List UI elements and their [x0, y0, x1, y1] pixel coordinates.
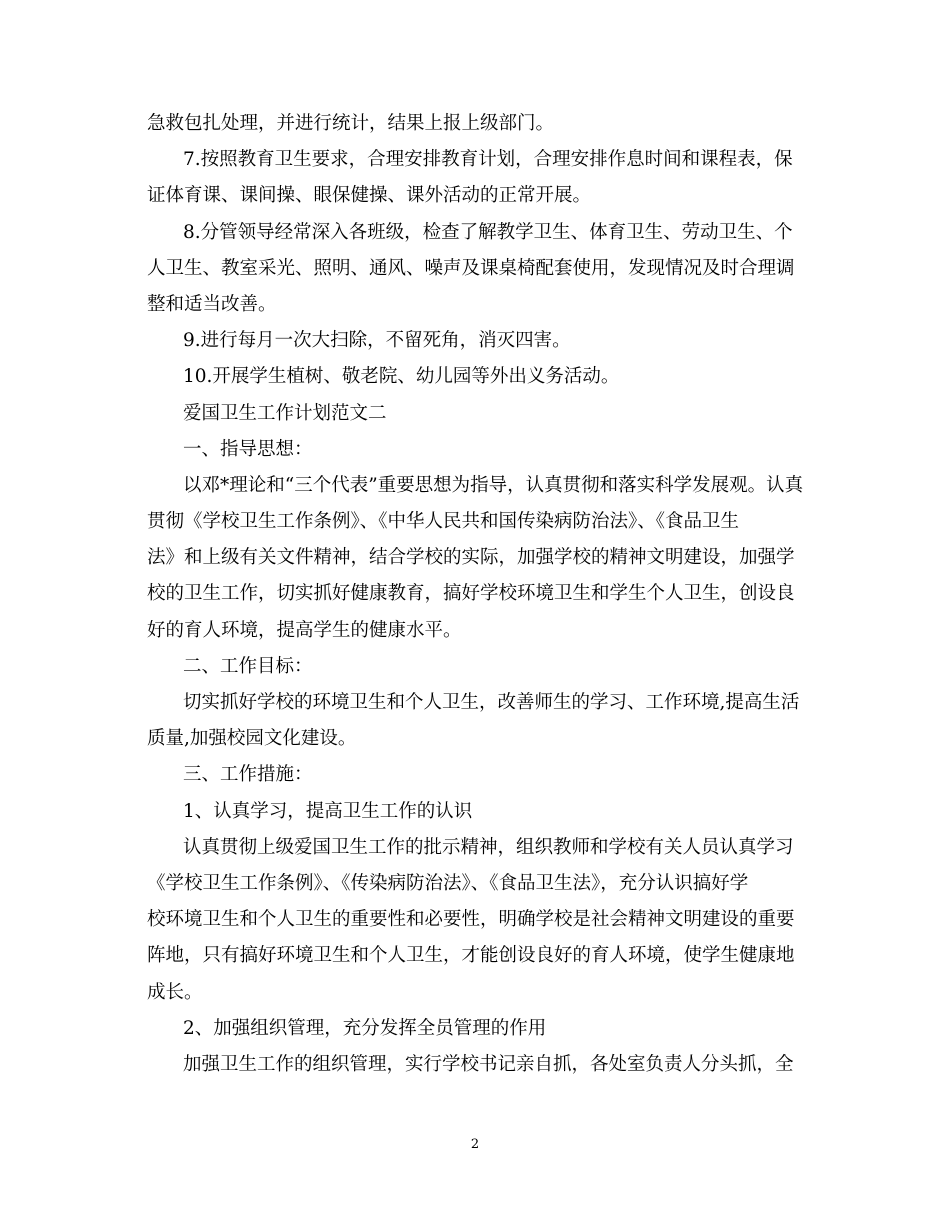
text-line: 整和适当改善。 — [147, 293, 277, 315]
text-line: 9.进行每月一次大扫除，不留死角，消灭四害。 — [183, 330, 571, 352]
section-heading: 二、工作目标： — [183, 655, 313, 677]
text-line: 加强卫生工作的组织管理，实行学校书记亲自抓，各处室负责人分头抓，全 — [183, 1053, 794, 1075]
section-title: 爱国卫生工作计划范文二 — [183, 402, 387, 424]
text-line: 法》和上级有关文件精神，结合学校的实际，加强学校的精神文明建设，加强学 — [147, 547, 795, 569]
text-line: 《学校卫生工作条例》、《传染病防治法》、《食品卫生法》，充分认识搞好学 — [147, 872, 749, 894]
text-line: 证体育课、课间操、眼保健操、课外活动的正常开展。 — [147, 185, 592, 207]
text-line: 认真贯彻上级爱国卫生工作的批示精神，组织教师和学校有关人员认真学习 — [183, 836, 794, 858]
text-line: 校的卫生工作，切实抓好健康教育，搞好学校环境卫生和学生个人卫生，创设良 — [147, 583, 795, 605]
text-line: 8.分管领导经常深入各班级，检查了解教学卫生、体育卫生、劳动卫生、个 — [183, 221, 793, 243]
text-line: 质量,加强校园文化建设。 — [147, 728, 357, 750]
text-line: 急救包扎处理，并进行统计，结果上报上级部门。 — [147, 113, 555, 134]
text-line: 7.按照教育卫生要求，合理安排教育计划，合理安排作息时间和课程表，保 — [183, 149, 793, 171]
text-line: 贯彻《学校卫生工作条例》、《中华人民共和国传染病防治法》、《食品卫生 — [147, 511, 740, 533]
subsection-heading: 2、加强组织管理，充分发挥全员管理的作用 — [183, 1017, 547, 1039]
text-line: 切实抓好学校的环境卫生和个人卫生，改善师生的学习、工作环境,提高生活 — [183, 692, 800, 713]
document-body — [147, 106, 807, 1083]
text-line: 校环境卫生和个人卫生的重要性和必要性，明确学校是社会精神文明建设的重要 — [147, 909, 795, 931]
text-line: 以邓*理论和“三个代表”重要思想为指导，认真贯彻和落实科学发展观。认真 — [183, 474, 804, 496]
subsection-heading: 1、认真学习，提高卫生工作的认识 — [183, 800, 473, 822]
text-line: 成长。 — [147, 981, 203, 1003]
text-line: 10.开展学生植树、敬老院、幼儿园等外出义务活动。 — [183, 366, 620, 388]
section-heading: 一、指导思想： — [183, 438, 313, 460]
section-heading: 三、工作措施： — [183, 764, 313, 786]
text-line: 人卫生、教室采光、照明、通风、噪声及课桌椅配套使用，发现情况及时合理调 — [147, 257, 795, 279]
page-number: 2 — [470, 1137, 480, 1152]
text-line: 好的育人环境，提高学生的健康水平。 — [147, 619, 462, 641]
text-line: 阵地，只有搞好环境卫生和个人卫生，才能创设良好的育人环境，使学生健康地 — [147, 945, 795, 967]
